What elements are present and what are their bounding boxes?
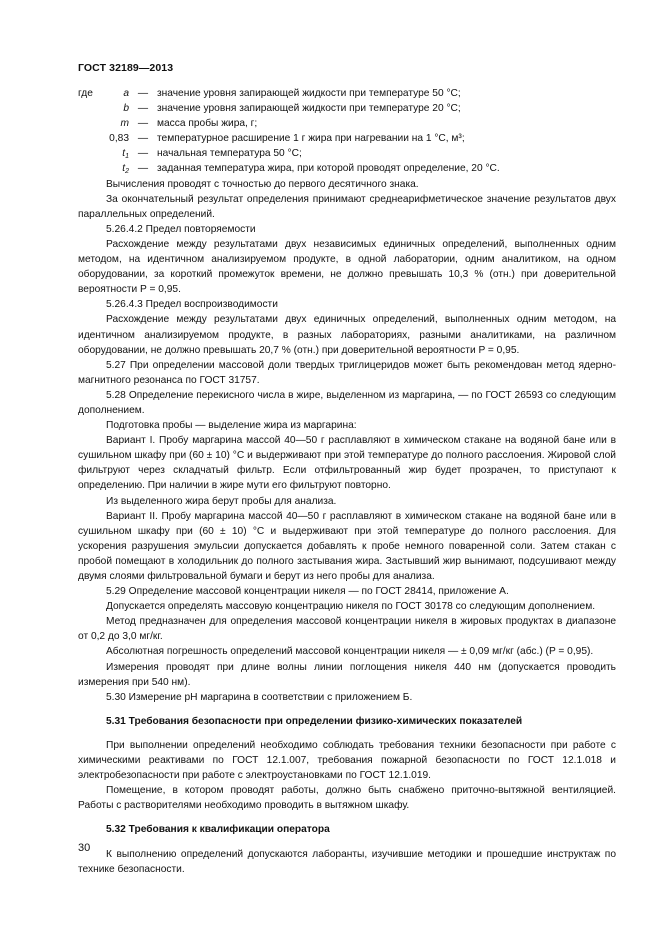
paragraph: 5.29 Определение массовой концентрации никеля — по ГОСТ 28414, приложение А. — [106, 586, 509, 598]
definition-text: значение уровня запирающей жидкости при температуре 20 °С; — [157, 103, 461, 115]
paragraph: К выполнению определений допускаются лаборанты, изучившие методики и прошедшие инструктаж по технике безопасности. — [78, 848, 616, 875]
definition-row — [78, 101, 616, 116]
definition-symbol: $t_1$ — [122, 148, 129, 161]
paragraph: Вариант II. Пробу маргарина массой 40—50 г расплавляют в химическом стакане на водяной бане или в сушильном шкафу при (60 ± 10) °С и выдерживают при этой температуре до полного расслоения. Для ускорения разрушения эмульсии допускается добавлять к пробе немного поваренной соли. Затем стакан с пробой помещают в холодильник до полного застывания жира. Застывший жир вынимают, подсушивают между двумя слоями фильтровальной бумаги и берут из него пробы для анализа. — [78, 510, 616, 582]
page-header: ГОСТ 32189—2013 — [78, 62, 174, 74]
definition-text: заданная температура жира, при которой проводят определение, 20 °С. — [157, 163, 500, 175]
paragraph: При выполнении определений необходимо соблюдать требования техники безопасности при работе с химическими реактивами по ГОСТ 12.1.007, требования пожарной безопасности по ГОСТ 12.1.018 и электробезопасности при работе с электроустановками по ГОСТ 12.1.019. — [78, 739, 616, 782]
paragraph: 5.28 Определение перекисного числа в жире, выделенном из маргарина, — по ГОСТ 26593 со следующим дополнением. — [78, 389, 616, 416]
definition-symbol: a — [123, 88, 129, 99]
paragraph: 5.30 Измерение рН маргарина в соответствии с приложением Б. — [106, 691, 413, 703]
definition-text: начальная температура 50 °С; — [157, 148, 302, 160]
definition-row — [78, 116, 616, 131]
document-body — [78, 86, 616, 877]
definition-row — [78, 146, 616, 161]
definition-row — [78, 131, 616, 146]
definition-lead — [78, 131, 103, 146]
definition-lead — [78, 161, 103, 176]
subsection-heading: 5.26.4.3 Предел воспроизводимости — [106, 299, 278, 311]
definition-row — [78, 86, 616, 101]
subsection-heading: 5.26.4.2 Предел повторяемости — [106, 223, 256, 235]
definition-dash: — — [137, 103, 149, 115]
definition-text: температурное расширение 1 г жира при нагревании на 1 °С, м³; — [157, 133, 465, 145]
definition-dash: — — [137, 118, 149, 130]
definition-dash: — — [137, 88, 149, 99]
paragraph: Допускается определять массовую концентрацию никеля по ГОСТ 30178 со следующим дополнением. — [106, 601, 596, 613]
paragraph: Из выделенного жира берут пробы для анализа. — [106, 495, 337, 507]
paragraph: За окончательный результат определения принимают среднеарифметическое значение результатов двух параллельных определений. — [78, 193, 616, 220]
definition-dash: — — [137, 133, 149, 145]
paragraph: Помещение, в котором проводят работы, должно быть снабжено приточно-вытяжной вентиляцией. Работы с растворителями необходимо проводить в вытяжном шкафу. — [78, 785, 616, 812]
definition-lead — [78, 116, 103, 131]
formula-definitions — [78, 86, 616, 177]
paragraph: Вариант I. Пробу маргарина массой 40—50 г расплавляют в химическом стакане на водяной бане или в сушильном шкафу при (60 ± 10) °С и выдерживают при этой температуре до полного расслоения. Жировой слой фильтруют через складчатый фильтр. Если отфильтрованный жир будет прозрачен, то приступают к определению. При наличии в жире мути его фильтруют повторно. — [78, 435, 616, 492]
paragraph: Метод предназначен для определения массовой концентрации никеля в жировых продуктах в диапазоне от 0,2 до 3,0 мг/кг. — [78, 616, 616, 643]
definition-lead: где — [78, 88, 93, 99]
definition-symbol: $t_2$ — [122, 163, 129, 176]
definition-row — [78, 161, 616, 176]
paragraph: Подготовка пробы — выделение жира из маргарина: — [106, 420, 357, 432]
definition-lead — [78, 146, 103, 161]
definition-symbol: 0,83 — [109, 133, 129, 145]
definition-symbol: m — [120, 118, 129, 130]
section-heading: 5.32 Требования к квалификации оператора — [106, 824, 330, 836]
paragraph: Абсолютная погрешность определений массовой концентрации никеля — ± 0,09 мг/кг (абс.) (P = 0,95). — [106, 646, 594, 658]
paragraph: Расхождение между результатами двух независимых единичных определений, выполненных одним методом, на идентичном анализируемом продукте, в одной лаборатории, одним аналитиком, на одном оборудовании, за короткий промежуток времени, не должно превышать 10,3 % (отн.) при доверительной вероятности P = 0,95. — [78, 238, 616, 296]
definition-dash: — — [137, 148, 149, 160]
definition-dash: — — [137, 163, 149, 175]
definition-text: значение уровня запирающей жидкости при температуре 50 °С; — [157, 88, 461, 99]
definition-text: масса пробы жира, г; — [157, 118, 258, 130]
paragraph: 5.27 При определении массовой доли твердых триглицеридов может быть рекомендован метод ядерно-магнитного резонанса по ГОСТ 31757. — [78, 359, 616, 386]
paragraph: Расхождение между результатами двух единичных определений, выполненных одним методом, на идентичном анализируемом продукте, в разных лабораториях, разными аналитиками, на различном оборудовании, не должно превышать 20,7 % (отн.) при доверительной вероятности P = 0,95. — [78, 314, 616, 356]
page-number: 30 — [78, 842, 91, 854]
definition-lead — [78, 101, 103, 116]
definition-symbol: b — [123, 103, 129, 115]
section-heading: 5.31 Требования безопасности при определении физико-химических показателей — [106, 715, 523, 727]
paragraph: Измерения проводят при длине волны линии поглощения никеля 440 нм (допускается проводить измерения при 540 нм). — [78, 661, 616, 688]
paragraph: Вычисления проводят с точностью до первого десятичного знака. — [106, 178, 419, 190]
